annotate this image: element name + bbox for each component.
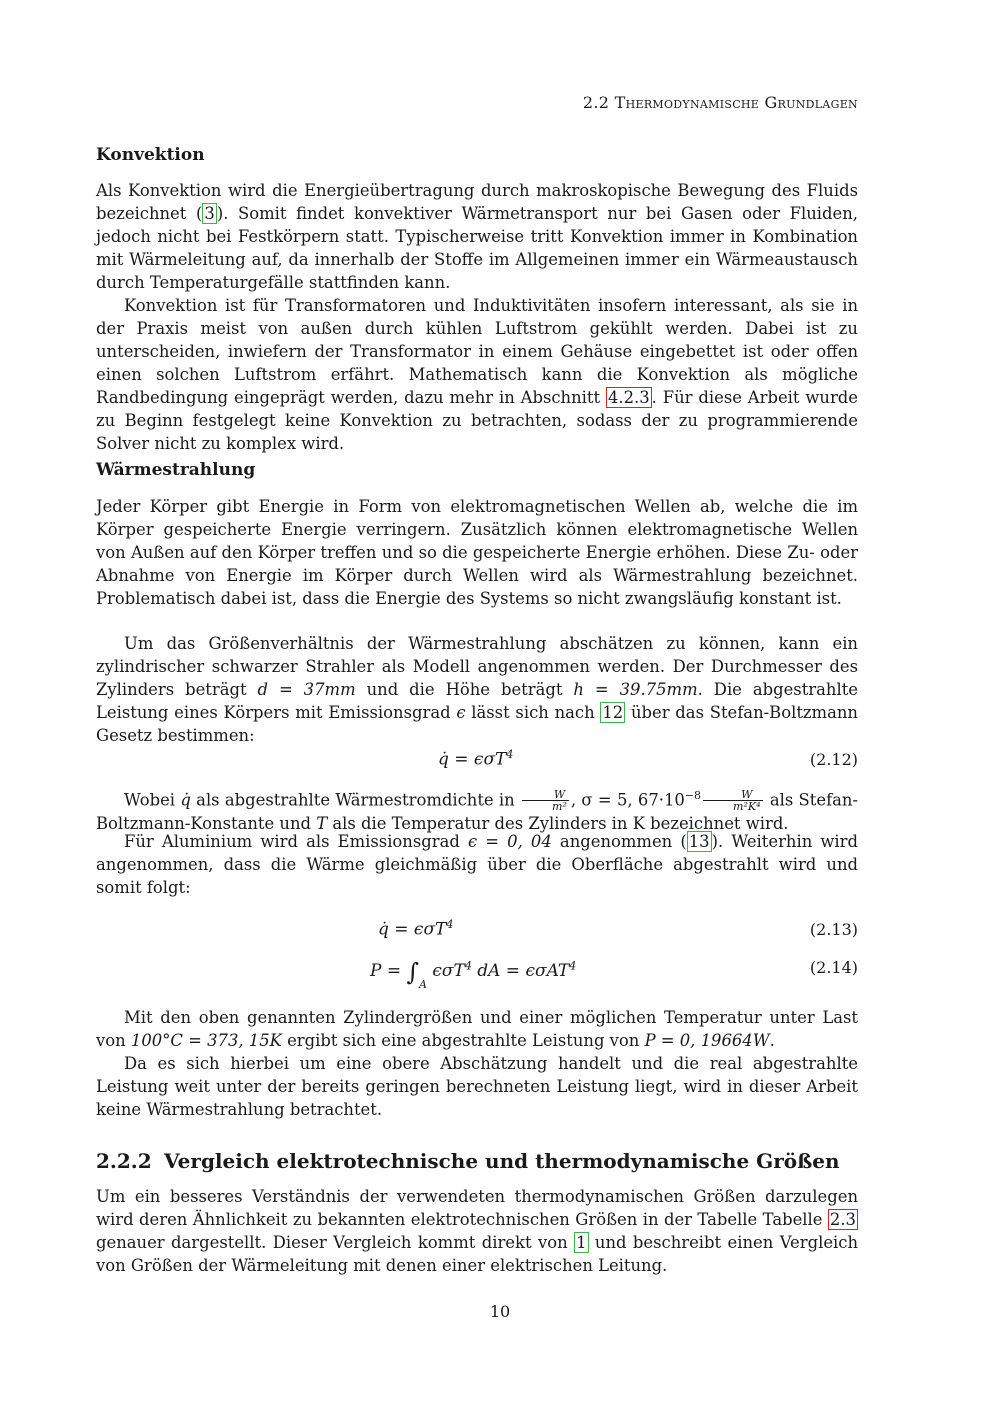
math-power: P = 0, 19664W [644,1031,770,1050]
equation-2-13 [378,918,453,940]
text: Für Aluminium wird als Emissionsgrad [124,832,468,851]
citation-link[interactable]: 13 [688,832,710,851]
section-number: 2.2.2 [96,1149,152,1173]
text: genauer dargestellt. Dieser Vergleich kommt direkt von [96,1233,575,1252]
fraction-unit-2 [703,789,762,812]
heading-konvektion: Konvektion [96,145,205,165]
heading-waermestrahlung: Wärmestrahlung [96,460,256,480]
section-title: Vergleich elektrotechnische und thermodynamische Größen [164,1149,840,1173]
superscript: 4 [506,748,514,761]
math-qdot: q̇ [180,790,191,810]
equation-lhs: P = [370,961,402,981]
denominator: m²K⁴ [733,800,761,814]
paragraph-vergleich-1 [96,1185,858,1277]
paragraph-konvektion-1 [96,179,858,294]
equation-text: q̇ = ϵσT [378,919,447,940]
text: ). Weiterhin wird angenommen, dass die Wärme gleichmäßig über die Oberfläche abgestrahlt wird und somit folgt: [96,832,858,897]
running-header-title: Thermodynamische Grundlagen [614,93,858,112]
numerator: W [703,789,762,801]
running-header-number: 2.2 [582,93,610,112]
superscript: 4 [569,959,577,973]
paragraph-waermestrahlung-6: Da es sich hierbei um eine obere Abschätzung handelt und die real abgestrahlte Leistung weit unter der bereits geringen berechneten Leistung liegt, wird in dieser Arbeit keine Wärmestrahlung betrachtet. [96,1054,858,1119]
text: . Die abgestrahlte Leistung eines Körpers mit Emissionsgrad [96,680,858,722]
table-ref-link[interactable]: 2.3 [829,1210,856,1229]
paragraph-waermestrahlung-3 [96,784,858,836]
math-eps: ϵ [456,703,466,722]
text: Um das Größenverhältnis der Wärmestrahlung abschätzen zu können, kann ein zylindrischer schwarzer Strahler als Modell angenommen werden. Der Durchmesser des Zylinders beträgt [96,634,858,699]
running-header [583,93,858,112]
superscript: −8 [684,789,702,802]
equation-number-2-12: (2.12) [809,750,858,769]
text: Als Konvektion wird die Energieübertragung durch makroskopische Bewegung des Fluids bezeichnet ( [96,181,858,223]
math-h: h = 39.75mm [573,680,698,699]
fraction-unit-1 [522,789,569,812]
text: ergibt sich eine abgestrahlte Leistung von [281,1031,645,1050]
paragraph-waermestrahlung-1: Jeder Körper gibt Energie in Form von elektromagnetischen Wellen ab, welche die im Körper gespeicherte Energie verringern. Zusätzlich können elektromagnetische Wellen von Außen auf den Körper treffen und so die gespeicherte Energie erhöhen. Diese Zu- oder Abnahme von Energie im Körper durch Wellen wird als Wärmestrahlung bezeichnet. Problematisch dabei ist, dass die Energie des Systems so nicht zwangsläufig konstant ist. [96,497,858,608]
text: als Stefan-Boltzmann-Konstante und [96,790,859,834]
text: und die Höhe beträgt [355,680,574,699]
numerator: W [522,789,569,801]
paragraph-waermestrahlung-2 [96,632,858,747]
math-d: d = 37mm [257,680,356,699]
citation-link[interactable]: 12 [602,703,624,722]
math-temperature: 100°C = 373, 15K [130,1031,282,1050]
text: lässt sich nach [465,703,601,722]
paragraph-konvektion-2 [96,294,858,455]
integral-sign: ∫ [406,958,420,986]
superscript: 4 [446,918,454,931]
paragraph-waermestrahlung-4 [96,830,858,899]
integral-subscript: A [419,978,427,992]
equation-number-2-14: (2.14) [809,958,858,977]
text: über das Stefan-Boltzmann Gesetz bestimmen: [96,703,858,745]
math-T: T [316,814,328,834]
denominator: m² [552,800,567,814]
section-ref-link[interactable]: 4.2.3 [607,388,650,407]
equation-text: ϵσT [432,961,465,981]
text: . [769,1031,775,1050]
equation-2-14 [370,954,577,992]
superscript: 4 [464,959,472,973]
equation-2-12 [438,748,513,770]
text: . Für diese Arbeit wurde zu Beginn festgelegt keine Konvektion zu betrachten, sodass der zu programmierende Solver nicht zu komplex wird. [96,388,858,453]
equation-number-2-13: (2.13) [809,920,858,939]
citation-link[interactable]: 3 [204,204,215,223]
citation-link[interactable]: 1 [576,1233,587,1252]
text: als abgestrahlte Wärmestromdichte in [190,790,521,810]
text: ). Somit findet konvektiver Wärmetransport nur bei Gasen oder Fluiden, jedoch nicht bei Festkörpern statt. Typischerweise tritt Konvektion immer in Kombination mit Wärmeleitung auf, da innerhalb der Stoffe im Allgemeinen immer ein Wärmeaustausch durch Temperaturgefälle stattfinden kann. [96,204,858,292]
text: , σ = 5, 67·10 [570,790,685,810]
math-eps-value: ϵ = 0, 04 [468,832,552,851]
text: angenommen ( [551,832,687,851]
text: als die Temperatur des Zylinders in K bezeichnet wird. [327,814,789,834]
text: Mit den oben genannten Zylindergrößen und einer möglichen Temperatur unter Last von [96,1008,858,1050]
text: Wobei [124,790,181,810]
heading-section-2-2-2 [96,1149,840,1173]
equation-text: q̇ = ϵσT [438,749,507,770]
page-number: 10 [489,1302,511,1321]
equation-text: dA = ϵσAT [471,961,570,981]
text: Konvektion ist für Transformatoren und Induktivitäten insofern interessant, als sie in der Praxis meist von außen durch kühlen Luftstrom gekühlt werden. Dabei ist zu unterscheiden, inwiefern der Transformator in einem Gehäuse eingebettet ist oder offen einen solchen Luftstrom erfährt. Mathematisch kann die Konvektion als mögliche Randbedingung eingeprägt werden, dazu mehr in Abschnitt [96,296,858,407]
paragraph-waermestrahlung-5 [96,1006,858,1052]
text: Um ein besseres Verständnis der verwendeten thermodynamischen Größen darzulegen wird deren Ähnlichkeit zu bekannten elektrotechnischen Größen in der Tabelle Tabelle [96,1187,858,1229]
text: und beschreibt einen Vergleich von Größen der Wärmeleitung mit denen einer elektrischen Leitung. [96,1233,858,1275]
